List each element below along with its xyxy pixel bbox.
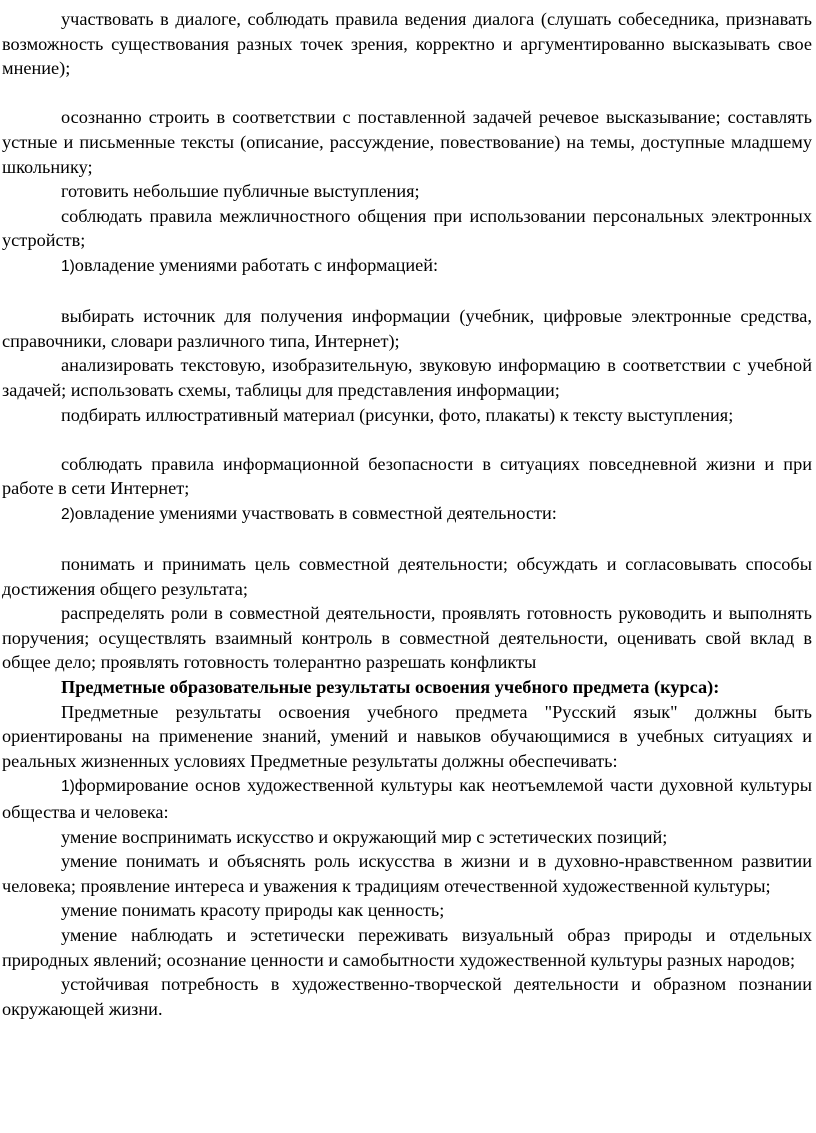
paragraph: осознанно строить в соответствии с поставленной задачей речевое высказывание; составлять устные и письменные тексты (описание, рассуждение, повествование) на темы, доступные младшему школьнику; [2, 107, 812, 177]
paragraph: подбирать иллюстративный материал (рисунки, фото, плакаты) к тексту выступления; [61, 404, 734, 425]
list-text: овладение умениями работать с информацией: [74, 254, 439, 275]
numbered-paragraph [2, 773, 812, 824]
paragraph: умение понимать красоту природы как ценность; [61, 900, 445, 921]
list-number: 2) [61, 505, 75, 523]
paragraph: участвовать в диалоге, соблюдать правила ведения диалога (слушать собеседника, признавать возможность существования разных точек зрения, корректно и аргументированно высказывать свое мнение); [2, 9, 812, 79]
paragraph: понимать и принимать цель совместной деятельности; обсуждать и согласовывать способы достижения общего результата; [2, 554, 812, 599]
paragraph: соблюдать правила межличностного общения при использовании персональных электронных устройств; [2, 205, 812, 251]
paragraph: умение понимать и объяснять роль искусства в жизни и в духовно-нравственном развитии человека; проявление интереса и уважения к традициям отечественной художественной культуры; [2, 851, 812, 896]
section-heading: Предметные образовательные результаты освоения учебного предмета (курса): [61, 677, 720, 698]
paragraph: анализировать текстовую, изобразительную, звуковую информацию в соответствии с учебной задачей; использовать схемы, таблицы для представления информации; [2, 355, 812, 400]
paragraph: готовить небольшие публичные выступления; [61, 181, 420, 202]
list-text: овладение умениями участвовать в совместной деятельности: [74, 502, 557, 523]
paragraph: соблюдать правила информационной безопасности в ситуациях повседневной жизни и при работе в сети Интернет; [2, 453, 812, 499]
paragraph: распределять роли в совместной деятельности, проявлять готовность руководить и выполнять поручения; осуществлять взаимный контроль в совместной деятельности, оценивать свой вклад в общее дело; проявлять готовность толерантно разрешать конфликты [2, 603, 812, 673]
paragraph: умение наблюдать и эстетически переживать визуальный образ природы и отдельных природных явлений; осознание ценности и самобытности художественной культуры разных народов; [2, 924, 812, 970]
paragraph: устойчивая потребность в художественно-творческой деятельности и образном познании окружающей жизни. [2, 974, 812, 1019]
paragraph: выбирать источник для получения информации (учебник, цифровые электронные средства, справочники, словари различного типа, Интернет); [2, 306, 812, 351]
paragraph: Предметные результаты освоения учебного предмета "Русский язык" должны быть ориентированы на применение знаний, умений и навыков обучающимися в учебных ситуациях и реальных жизненных условиях Предметные результаты должны обеспечивать: [2, 701, 812, 771]
paragraph: умение воспринимать искусство и окружающий мир с эстетических позиций; [61, 826, 668, 847]
numbered-paragraph [2, 253, 812, 280]
numbered-paragraph [2, 501, 812, 528]
list-text: формирование основ художественной культуры как неотъемлемой части духовной культуры общества и человека: [2, 775, 812, 822]
list-number: 1) [61, 257, 75, 275]
list-number: 1) [61, 778, 75, 796]
